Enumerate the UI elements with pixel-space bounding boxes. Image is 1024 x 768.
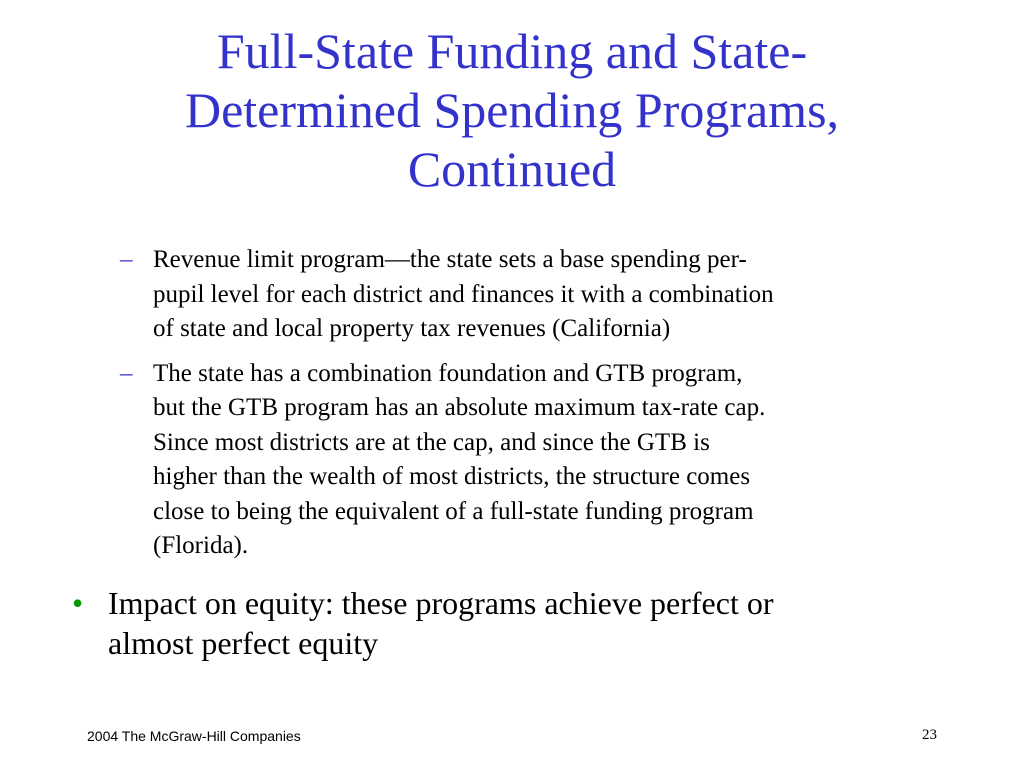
main-bullet-line: almost perfect equity: [108, 625, 379, 661]
sub-bullet-line: higher than the wealth of most districts, the structure comes: [153, 463, 751, 490]
sub-bullet-line: Since most districts are at the cap, and since the GTB is: [153, 428, 710, 456]
dash-bullet-icon: –: [120, 246, 133, 273]
slide-title-line: Continued: [407, 141, 617, 197]
sub-bullet-line: pupil level for each district and finances it with a combination: [153, 280, 774, 308]
slide-title: [60, 22, 964, 199]
sub-bullet-line: but the GTB program has an absolute maximum tax-rate cap.: [153, 394, 766, 421]
sub-bullet-item-revenue-limit: [120, 243, 970, 347]
slide-title-line: Full-State Funding and State-: [216, 23, 808, 79]
main-bullet-line: Impact on equity: these programs achieve perfect or: [108, 585, 774, 621]
sub-bullet-line: (Florida).: [153, 532, 249, 559]
sub-bullet-item-foundation-gtb: [120, 357, 970, 564]
sub-bullet-line: The state has a combination foundation and GTB program,: [153, 359, 743, 387]
dot-bullet-icon: •: [72, 585, 84, 621]
sub-bullet-list: [120, 243, 970, 574]
sub-bullet-line: Revenue limit program—the state sets a base spending per-: [153, 246, 747, 273]
main-bullet-list: [72, 583, 972, 663]
sub-bullet-line: close to being the equivalent of a full-state funding program: [153, 497, 754, 525]
main-bullet-item-impact-on-equity: [72, 583, 972, 663]
dash-bullet-icon: –: [120, 359, 133, 387]
sub-bullet-line: of state and local property tax revenues (California): [153, 315, 671, 342]
footer-copyright: 2004 The McGraw-Hill Companies: [87, 728, 301, 744]
footer-page-number: 23: [922, 727, 937, 743]
slide-title-line: Determined Spending Programs,: [184, 82, 840, 138]
